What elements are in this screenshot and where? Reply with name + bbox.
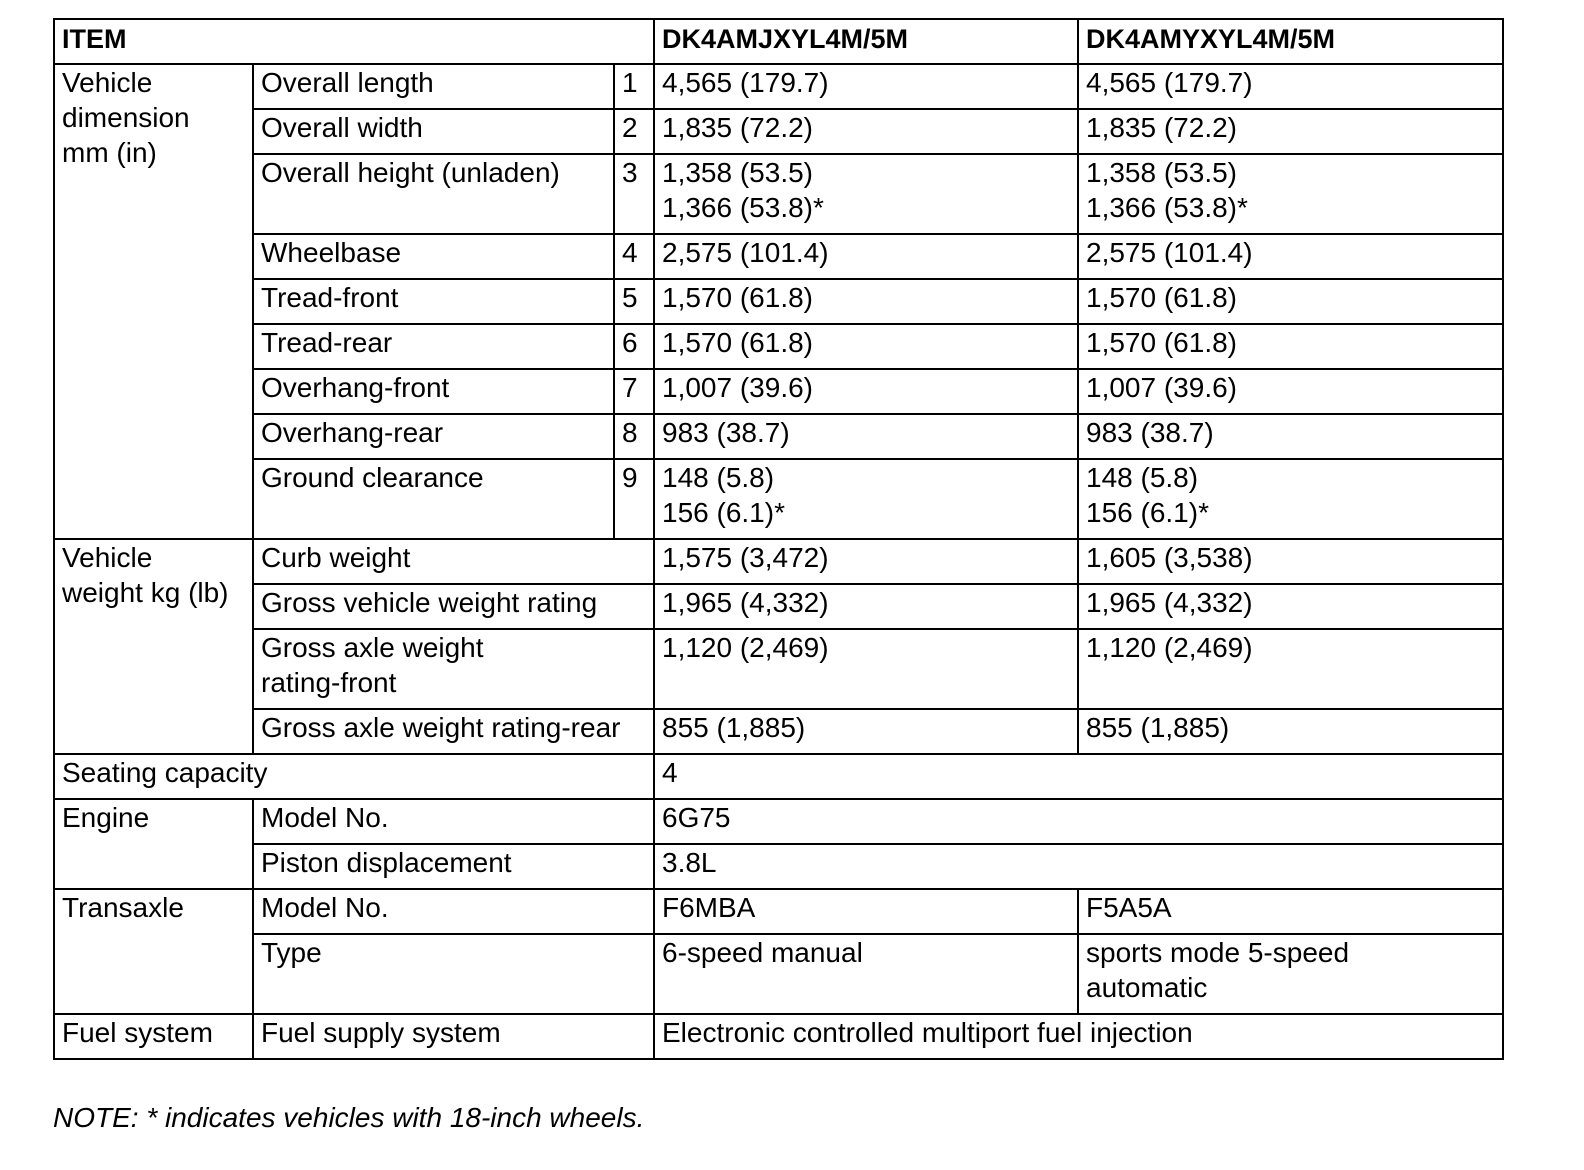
dimension-label: Overall height (unladen) [253,154,614,234]
piston-displacement-value: 3.8L [654,844,1503,889]
table-row [54,234,1503,279]
table-row [54,844,1503,889]
piston-displacement-label: Piston displacement [253,844,654,889]
model-b-value: 1,007 (39.6) [1078,369,1503,414]
model-b-value: 2,575 (101.4) [1078,234,1503,279]
model-b-value: 1,570 (61.8) [1078,279,1503,324]
model-a-value: 1,575 (3,472) [654,539,1078,584]
model-a-value: 148 (5.8) 156 (6.1)* [654,459,1078,539]
fuel-supply-label: Fuel supply system [253,1014,654,1059]
dimension-label: Ground clearance [253,459,614,539]
transaxle-type-label: Type [253,934,654,1014]
engine-model-value: 6G75 [654,799,1503,844]
model-b-value: 1,120 (2,469) [1078,629,1503,709]
dimension-number: 6 [614,324,654,369]
vehicle-weight-group: Vehicle weight kg (lb) [54,539,253,754]
dimension-number: 9 [614,459,654,539]
fuel-system-group: Fuel system [54,1014,253,1059]
model-b-value: 148 (5.8) 156 (6.1)* [1078,459,1503,539]
model-a-value: 1,570 (61.8) [654,324,1078,369]
transaxle-type-b: sports mode 5-speed automatic [1078,934,1503,1014]
transaxle-model-a: F6MBA [654,889,1078,934]
table-row [54,324,1503,369]
transaxle-group: Transaxle [54,889,253,1014]
model-a-value: 1,835 (72.2) [654,109,1078,154]
transaxle-type-a: 6-speed manual [654,934,1078,1014]
table-row [54,154,1503,234]
model-b-value: 855 (1,885) [1078,709,1503,754]
dimension-number: 3 [614,154,654,234]
model-a-header: DK4AMJXYL4M/5M [654,19,1078,64]
table-row [54,754,1503,799]
table-row [54,629,1503,709]
table-row [54,64,1503,109]
model-a-value: 1,120 (2,469) [654,629,1078,709]
model-a-value: 855 (1,885) [654,709,1078,754]
transaxle-model-label: Model No. [253,889,654,934]
dimension-number: 1 [614,64,654,109]
weight-label: Gross vehicle weight rating [253,584,654,629]
dimension-label: Overhang-front [253,369,614,414]
dimension-number: 5 [614,279,654,324]
weight-label: Curb weight [253,539,654,584]
table-row [54,459,1503,539]
dimension-label: Overhang-rear [253,414,614,459]
table-row [54,109,1503,154]
dimension-number: 2 [614,109,654,154]
table-row [54,369,1503,414]
model-b-value: 1,570 (61.8) [1078,324,1503,369]
table-row [54,539,1503,584]
table-row [54,799,1503,844]
footnote: NOTE: * indicates vehicles with 18-inch wheels. [53,1102,645,1133]
dimension-number: 8 [614,414,654,459]
model-a-value: 1,570 (61.8) [654,279,1078,324]
engine-model-label: Model No. [253,799,654,844]
model-a-value: 983 (38.7) [654,414,1078,459]
dimension-label: Tread-rear [253,324,614,369]
model-b-value: 1,965 (4,332) [1078,584,1503,629]
seating-capacity-label: Seating capacity [54,754,654,799]
model-b-header: DK4AMYXYL4M/5M [1078,19,1503,64]
item-header: ITEM [54,19,654,64]
model-b-value: 1,835 (72.2) [1078,109,1503,154]
table-row [54,889,1503,934]
seating-capacity-value: 4 [654,754,1503,799]
model-a-value: 1,358 (53.5) 1,366 (53.8)* [654,154,1078,234]
model-a-value: 4,565 (179.7) [654,64,1078,109]
model-b-value: 983 (38.7) [1078,414,1503,459]
engine-group: Engine [54,799,253,889]
specifications-table [53,18,1504,1060]
vehicle-dimension-group: Vehicle dimension mm (in) [54,64,253,539]
dimension-number: 4 [614,234,654,279]
weight-label: Gross axle weight rating-front [253,629,654,709]
table-row [54,279,1503,324]
dimension-number: 7 [614,369,654,414]
table-row [54,934,1503,1014]
header-row [54,19,1503,64]
model-b-value: 4,565 (179.7) [1078,64,1503,109]
model-a-value: 1,007 (39.6) [654,369,1078,414]
dimension-label: Tread-front [253,279,614,324]
table-row [54,584,1503,629]
dimension-label: Wheelbase [253,234,614,279]
model-b-value: 1,605 (3,538) [1078,539,1503,584]
transaxle-model-b: F5A5A [1078,889,1503,934]
table-row [54,709,1503,754]
model-b-value: 1,358 (53.5) 1,366 (53.8)* [1078,154,1503,234]
table-row [54,1014,1503,1059]
weight-label: Gross axle weight rating-rear [253,709,654,754]
table-row [54,414,1503,459]
fuel-supply-value: Electronic controlled multiport fuel injection [654,1014,1503,1059]
dimension-label: Overall width [253,109,614,154]
model-a-value: 2,575 (101.4) [654,234,1078,279]
dimension-label: Overall length [253,64,614,109]
model-a-value: 1,965 (4,332) [654,584,1078,629]
